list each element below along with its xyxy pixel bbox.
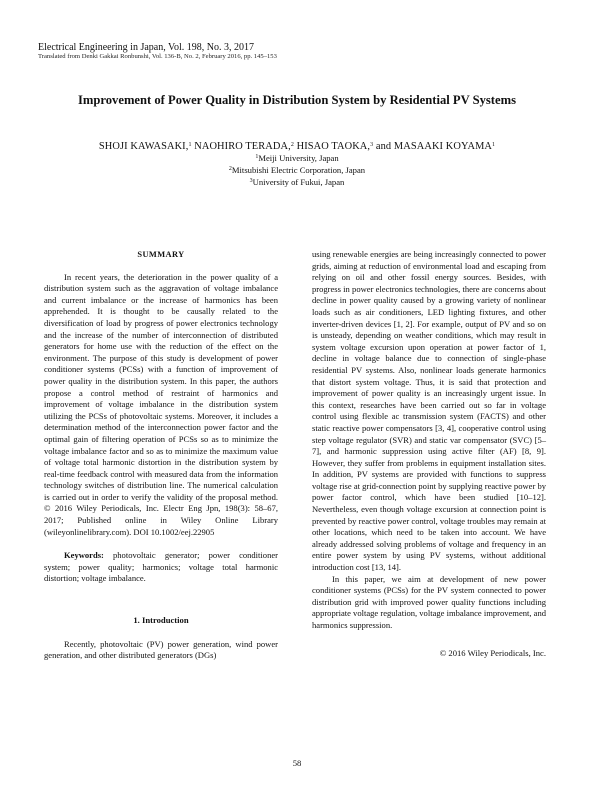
translation-note: Translated from Denki Gakkai Ronbunshi, Vol. 136-B, No. 2, February 2016, pp. 145–153 [38, 53, 277, 60]
intro-text-right-1: using renewable energies are being increasingly connected to power grids, aiming at reduction of environmental load and escaping from relying on oil and other fossil energy sources. Besides, with progress in power electronics technologies, there are concerns about decline in power quality caused by a growing variety of nonlinear loads such as air conditioners, LED lighting fixtures, and other inverter-driven devices [1, 2]. For example, output of PV and so on is unsteady, depending on weather conditions, which may result in system voltage excursion upon operation at power factor of 1, decline in voltage balance due to connection of single-phase residential PV systems. Also, nonlinear loads generate harmonics that distort system voltage. Thus, it is said that protection and improvement of power quality is an increasingly urgent issue. In this context, researches have been carried out so far in voltage control using flexible ac transmission system (FACTS) and other static reactive power compensators [3, 4], cooperative control using step voltage regulator (SVR) and static var compensator (SVC) [5–7], and harmonic suppression using active filter (AF) [8, 9]. However, they suffer from problems in equipment installation sites. In addition, PV systems are provided with functions to suppress voltage rise at grid-connection point by supplying reactive power by power factor control, which have been studied [10–12]. Nevertheless, even though voltage excursion at connection point is prevented by reactive power control, voltage troubles may remain at other locations, which need to be taken into account. We have already addressed solving problems of voltage and frequency in an entire power system by using PV systems, without additional introduction cost [13, 14]. [312, 249, 546, 573]
author-sup: 2 [290, 142, 294, 148]
left-column [44, 249, 278, 662]
summary-text: In recent years, the deterioration in the power quality of a distribution system such as the aggravation of voltage imbalance and current imbalance or the increase of harmonics has been apprehended. It is thought to be causally related to the diversification of load by progress of power electronics technology and the increase of the number of interconnection of distributed generators for home use with the reduction of the effect on the environment. The purpose of this study is development of power conditioner systems (PCSs) with a function of improvement of power quality in the distribution system. In this paper, the authors propose a control method of restraint of harmonics and improvement of voltage imbalance in the distribution system utilizing the PCSs of photovoltaic systems. Moreover, it includes a determination method of the interconnection power factor and the optimal gain of filtering operation of PCSs so as to minimize the voltage imbalance factor and so as to minimize the maximum value of voltage total harmonic distortion in the distribution system by real-time feedback control with measured data from the information technology switches of distribution line. The numerical calculation is carried out in order to verify the validity of the proposal method. © 2016 Wiley Periodicals, Inc. Electr Eng Jpn, 198(3): 58–67, 2017; Published online in Wiley Online Library (wileyonlinelibrary.com). DOI 10.1002/eej.22905 [44, 271, 278, 537]
page-number: 58 [292, 758, 302, 768]
author-taoka: HISAO TAOKA, [293, 141, 371, 152]
author-kawasaki: SHOJI KAWASAKI, [98, 141, 189, 152]
intro-text-right-2: In this paper, we aim at development of new power conditioner systems (PCSs) for the PV system connected to power distribution grid with improved power quality functions including appropriate voltage regulation, voltage imbalance improvement, and harmonics suppression. [312, 573, 547, 630]
affiliation-2: $^2$Mitsubishi Electric Corporation, Japan [228, 165, 366, 175]
intro-text-left: Recently, photovoltaic (PV) power generation, wind power generation, and other distributed generators (DGs) [44, 638, 278, 661]
keywords-text: photovoltaic generator; power conditioner system; power quality; harmonics; voltage total harmonic distortion; voltage imbalance. [44, 550, 278, 584]
intro-heading: 1. Introduction [133, 615, 189, 626]
journal-citation: Electrical Engineering in Japan, Vol. 198, No. 3, 2017 [38, 42, 254, 53]
right-column [312, 249, 546, 632]
keywords [44, 550, 278, 585]
affiliation-1: $^1$Meiji University, Japan [255, 153, 339, 163]
keywords-label: Keywords: [64, 550, 104, 561]
paper-title: Improvement of Power Quality in Distribution System by Residential PV Systems [78, 93, 516, 107]
author-list [20, 141, 574, 153]
author-sup: 3 [370, 142, 374, 148]
author-sup: 1 [492, 142, 496, 148]
summary-heading: SUMMARY [137, 250, 185, 259]
copyright-notice: © 2016 Wiley Periodicals, Inc. [439, 648, 546, 658]
affiliation-3: $^3$University of Fukui, Japan [249, 177, 345, 187]
author-koyama: and MASAAKI KOYAMA [373, 141, 493, 152]
author-terada: NAOHIRO TERADA, [191, 141, 291, 152]
author-sup: 1 [188, 142, 192, 148]
